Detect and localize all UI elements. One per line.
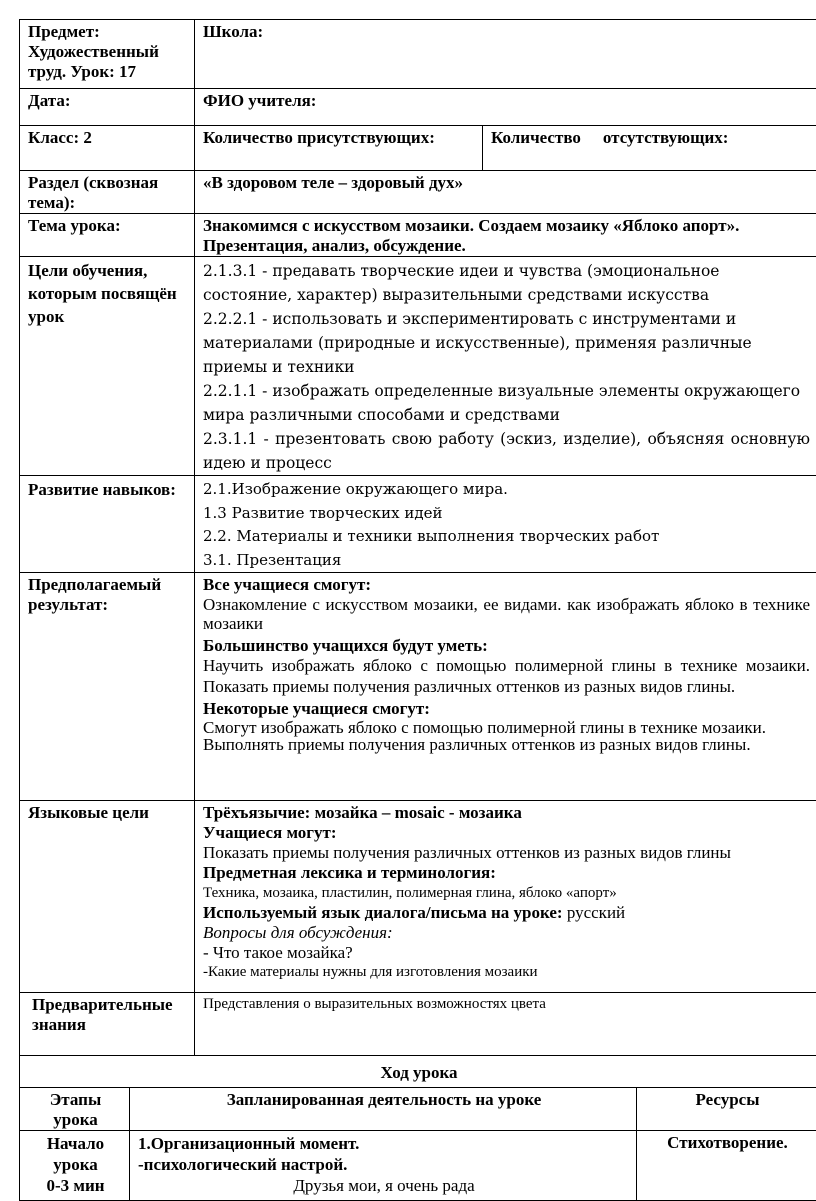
topic-label: [20, 214, 195, 257]
col-resources-text: Ресурсы: [695, 1090, 759, 1109]
skill-item: 3.1. Презентация: [203, 549, 810, 573]
result-label: [20, 573, 195, 801]
col-activity-header: [130, 1088, 637, 1131]
row1-act3: Друзья мои, я очень рада: [138, 1175, 630, 1196]
skills-label-text: Развитие навыков:: [28, 480, 176, 499]
row1-stage-a: Начало: [28, 1133, 123, 1154]
col-activity-text: Запланированная деятельность на уроке: [227, 1090, 542, 1109]
absent-text-a: Количество: [491, 128, 581, 147]
row1-resources: [637, 1131, 816, 1201]
present-text: Количество присутствующих:: [203, 128, 435, 147]
skills-list: [195, 476, 816, 573]
grade-text: Класс: 2: [28, 128, 92, 147]
topic-value: [195, 214, 816, 257]
prior-label: [20, 993, 195, 1056]
school-text: Школа:: [203, 22, 263, 41]
teacher-text: ФИО учителя:: [203, 91, 316, 110]
subject-text: Предмет: Художественный труд. Урок: 17: [28, 22, 159, 81]
row1-stage-b: урока: [28, 1154, 123, 1175]
section-label: [20, 171, 195, 214]
col-stage-header: [20, 1088, 130, 1131]
goal-item: 2.3.1.1 - презентовать свою работу (эскиз, изделие), объясняя основную идею и процесс: [203, 427, 810, 475]
teacher-cell: [195, 89, 816, 126]
lang-dialog-value: русский: [563, 903, 626, 922]
lang-can-text: Показать приемы получения различных оттенков из разных видов глины: [203, 843, 810, 863]
topic-value-text: Знакомимся с искусством мозаики. Создаем мозаику «Яблоко апорт». Презентация, анализ, обсуждение.: [203, 216, 739, 255]
row1-resources-text: Стихотворение.: [667, 1133, 788, 1152]
goals-label: [20, 257, 195, 476]
lang-dialog-heading: Используемый язык диалога/письма на уроке:: [203, 903, 563, 922]
result-all-heading: Все учащиеся смогут:: [203, 575, 810, 595]
section-value: [195, 171, 816, 214]
lang-question: - Что такое мозайка?: [203, 943, 810, 963]
skill-item: 2.1.Изображение окружающего мира.: [203, 478, 810, 502]
lang-can-heading: Учащиеся могут:: [203, 823, 810, 843]
row1-stage-c: 0-3 мин: [28, 1175, 123, 1196]
prior-value-text: Представления о выразительных возможностях цвета: [203, 996, 546, 1012]
lang-question: -Какие материалы нужны для изготовления мозаики: [203, 963, 810, 981]
absent-text-b: отсутствующих:: [603, 128, 729, 147]
course-title-cell: [20, 1056, 816, 1088]
row1-act2: -психологический настрой.: [138, 1154, 630, 1175]
lang-vocab-text: Техника, мозаика, пластилин, полимерная глина, яблоко «апорт»: [203, 883, 810, 903]
goals-label-text: Цели обучения, которым посвящён урок: [28, 261, 177, 326]
col-resources-header: [637, 1088, 816, 1131]
lang-questions-heading: Вопросы для обсуждения:: [203, 923, 810, 943]
topic-label-text: Тема урока:: [28, 216, 121, 235]
section-value-text: «В здоровом теле – здоровый дух»: [203, 173, 463, 192]
date-cell: [20, 89, 195, 126]
goal-item: 2.1.3.1 - предавать творческие идеи и чувства (эмоциональное состояние, характер) выразительными средствами искусства: [203, 259, 810, 307]
present-cell: [195, 126, 483, 171]
row1-act1: 1.Организационный момент.: [138, 1133, 630, 1154]
goal-item: 2.2.1.1 - изображать определенные визуальные элементы окружающего мира различными способами и средствами: [203, 379, 810, 427]
result-most-text: Научить изображать яблоко с помощью полимерной глины в технике мозаики. Показать приемы получения различных оттенков из разных видов глины.: [203, 655, 810, 697]
absent-cell: [483, 126, 816, 171]
goals-list: [195, 257, 816, 476]
lang-trilingual: Трёхъязычие: мозайка – mosaic - мозаика: [203, 803, 810, 823]
prior-label-text: Предварительные знания: [32, 995, 173, 1034]
row1-stage: [20, 1131, 130, 1201]
lang-label-text: Языковые цели: [28, 803, 149, 822]
result-some-text: Смогут изображать яблоко с помощью полимерной глины в технике мозаики. Выполнять приемы получения различных оттенков из разных видов глины.: [203, 719, 810, 753]
result-some-heading: Некоторые учащиеся смогут:: [203, 699, 810, 719]
lang-label: [20, 801, 195, 993]
result-all-text: Ознакомление с искусством мозаики, ее видами. как изображать яблоко в технике мозаики: [203, 595, 810, 634]
lang-content: [195, 801, 816, 993]
section-label-text: Раздел (сквозная тема):: [28, 173, 158, 212]
course-table: [19, 1055, 816, 1201]
skills-label: [20, 476, 195, 573]
school-cell: [195, 20, 816, 89]
grade-cell: [20, 126, 195, 171]
result-content: [195, 573, 816, 801]
result-label-text: Предполагаемый результат:: [28, 575, 161, 614]
skill-item: 1.3 Развитие творческих идей: [203, 502, 810, 526]
lang-vocab-heading: Предметная лексика и терминология:: [203, 863, 810, 883]
lesson-plan-table: [19, 19, 816, 1056]
prior-value: [195, 993, 816, 1056]
row1-activity: [130, 1131, 637, 1201]
subject-cell: [20, 20, 195, 89]
course-title: Ход урока: [380, 1063, 457, 1082]
skill-item: 2.2. Материалы и техники выполнения творческих работ: [203, 525, 810, 549]
result-most-heading: Большинство учащихся будут уметь:: [203, 636, 810, 656]
goal-item: 2.2.2.1 - использовать и экспериментировать с инструментами и материалами (природные и искусственные), применяя различные приемы и техники: [203, 307, 810, 379]
col-stage-text: Этапы урока: [50, 1090, 101, 1129]
date-text: Дата:: [28, 91, 70, 110]
